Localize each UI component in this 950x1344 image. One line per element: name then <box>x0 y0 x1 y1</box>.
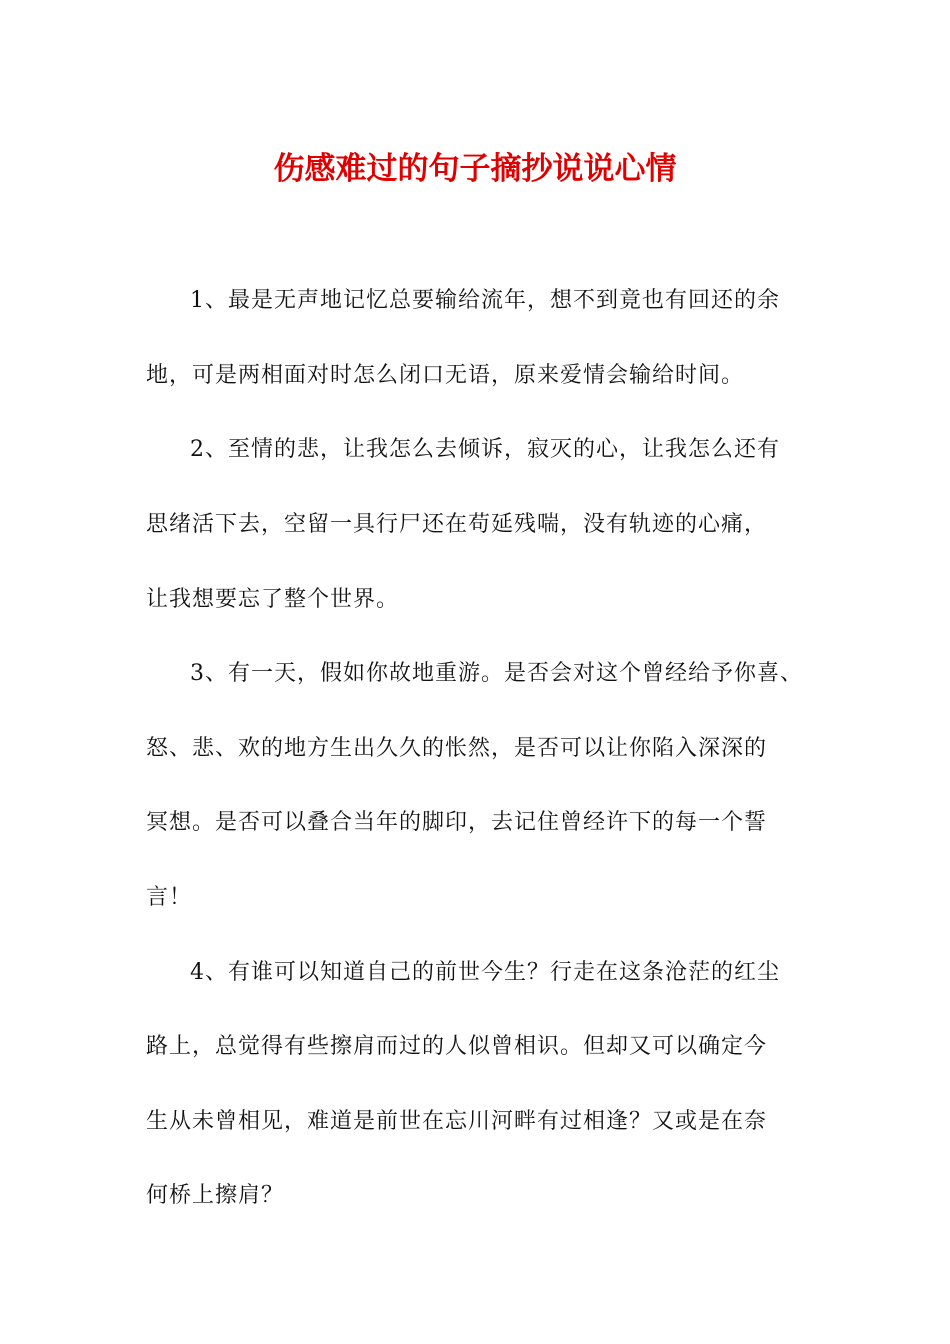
paragraph-1-line-2: 地，可是两相面对时怎么闭口无语，原来爱情会输给时间。 <box>146 363 745 388</box>
paragraph-3-line-2: 怒、悲、欢的地方生出久久的怅然，是否可以让你陷入深深的 <box>146 736 768 761</box>
paragraph-2-line-2: 思绪活下去，空留一具行尸还在苟延残喘，没有轨迹的心痛， <box>146 512 768 537</box>
paragraph-1-line-1: 1、最是无声地记忆总要输给流年，想不到竟也有回还的余 <box>190 288 780 313</box>
paragraph-4-line-1: 4、有谁可以知道自己的前世今生？行走在这条沧茫的红尘 <box>190 960 780 985</box>
paragraph-4-line-3: 生从未曾相见，难道是前世在忘川河畔有过相逢？又或是在奈 <box>146 1109 768 1134</box>
paragraph-2-line-1: 2、至情的悲，让我怎么去倾诉，寂灭的心，让我怎么还有 <box>190 437 780 462</box>
paragraph-4-line-2: 路上，总觉得有些擦肩而过的人似曾相识。但却又可以确定今 <box>146 1034 768 1059</box>
paragraph-3-line-4: 言！ <box>146 885 193 910</box>
paragraph-3-line-1: 3、有一天，假如你故地重游。是否会对这个曾经给予你喜、 <box>190 661 803 686</box>
paragraph-3-line-3: 冥想。是否可以叠合当年的脚印，去记住曾经许下的每一个誓 <box>146 810 768 835</box>
document-title: 伤感难过的句子摘抄说说心情 <box>273 151 677 187</box>
paragraph-2-line-3: 让我想要忘了整个世界。 <box>146 587 400 612</box>
paragraph-4-line-4: 何桥上擦肩？ <box>146 1183 285 1208</box>
